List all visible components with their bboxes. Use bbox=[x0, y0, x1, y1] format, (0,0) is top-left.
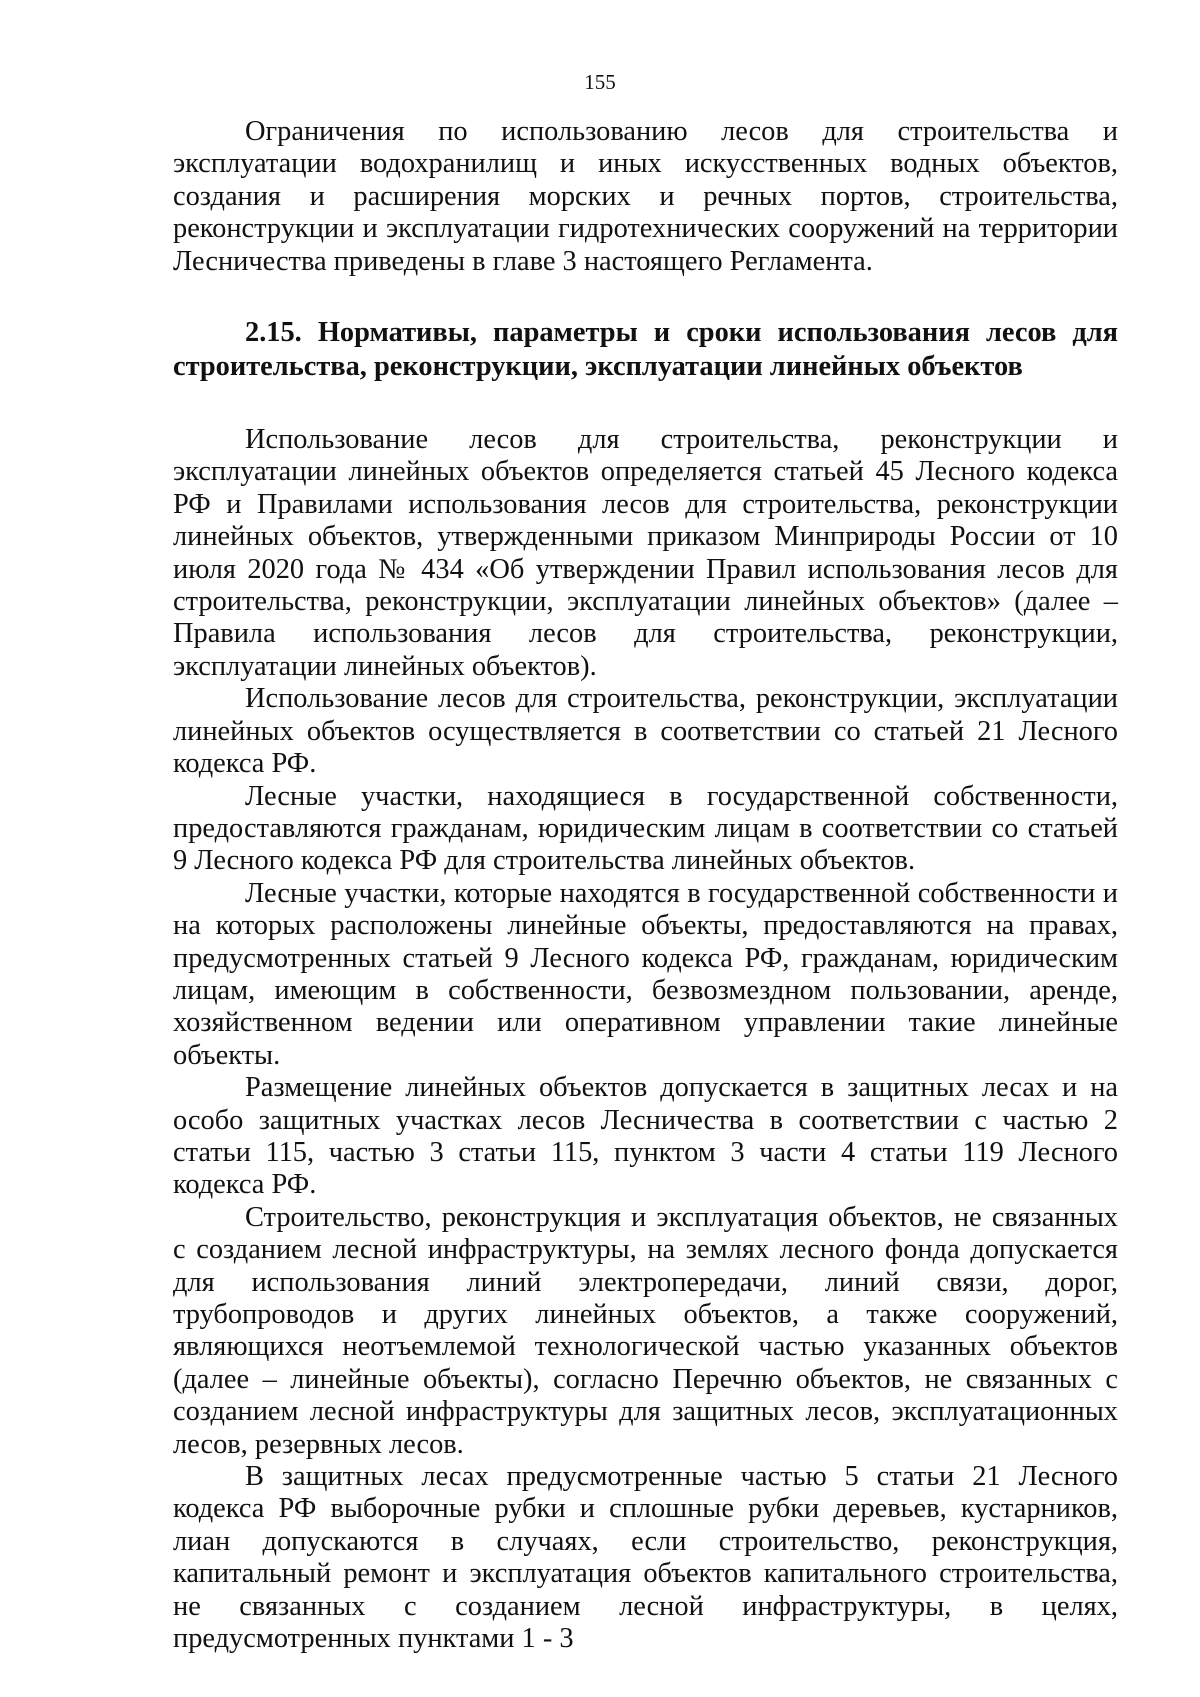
page-number: 155 bbox=[584, 70, 616, 94]
page-content bbox=[173, 116, 1118, 1655]
intro-paragraph: Ограничения по использованию лесов для строительства и эксплуатации водохранилищ и иных искусственных водных объектов, создания и расширения морских и речных портов, строительства, реконструкции и эксплуатации гидротехнических сооружений на территории Лесничества приведены в главе 3 настоящего Регламента. bbox=[173, 116, 1118, 277]
body-paragraph-6: Строительство, реконструкция и эксплуатация объектов, не связанных с созданием лесной инфраструктуры, на землях лесного фонда допускается для использования линий электропередачи, линий связи, дорог, трубопроводов и других линейных объектов, а также сооружений, являющихся неотъемлемой технологической частью указанных объектов (далее – линейные объекты), согласно Перечню объектов, не связанных с созданием лесной инфраструктуры для защитных лесов, эксплуатационных лесов, резервных лесов. bbox=[173, 1201, 1118, 1460]
body-paragraph-1: Использование лесов для строительства, реконструкции и эксплуатации линейных объектов определяется статьей 45 Лесного кодекса РФ и Правилами использования лесов для строительства, реконструкции линейных объектов, утвержденными приказом Минприроды России от 10 июля 2020 года № 434 «Об утверждении Правил использования лесов для строительства, реконструкции, эксплуатации линейных объектов» (далее – Правила использования лесов для строительства, реконструкции, эксплуатации линейных объектов). bbox=[173, 424, 1118, 682]
section-heading: 2.15. Нормативы, параметры и сроки использования лесов для строительства, реконструкции, эксплуатации линейных объектов bbox=[173, 317, 1118, 383]
body-paragraph-5: Размещение линейных объектов допускается в защитных лесах и на особо защитных участках лесов Лесничества в соответствии с частью 2 статьи 115, частью 3 статьи 115, пунктом 3 части 4 статьи 119 Лесного кодекса РФ. bbox=[173, 1072, 1118, 1201]
body-paragraph-2: Использование лесов для строительства, реконструкции, эксплуатации линейных объектов осуществляется в соответствии со статьей 21 Лесного кодекса РФ. bbox=[173, 683, 1118, 780]
body-paragraph-7: В защитных лесах предусмотренные частью 5 статьи 21 Лесного кодекса РФ выборочные рубки и сплошные рубки деревьев, кустарников, лиан допускаются в случаях, если строительство, реконструкция, капитальный ремонт и эксплуатация объектов капитального строительства, не связанных с созданием лесной инфраструктуры, в целях, предусмотренных пунктами 1 - 3 bbox=[173, 1461, 1118, 1655]
body-paragraph-4: Лесные участки, которые находятся в государственной собственности и на которых расположены линейные объекты, предоставляются на правах, предусмотренных статьей 9 Лесного кодекса РФ, гражданам, юридическим лицам, имеющим в собственности, безвозмездном пользовании, аренде, хозяйственном ведении или оперативном управлении такие линейные объекты. bbox=[173, 877, 1118, 1071]
body-paragraph-3: Лесные участки, находящиеся в государственной собственности, предоставляются гражданам, юридическим лицам в соответствии со статьей 9 Лесного кодекса РФ для строительства линейных объектов. bbox=[173, 780, 1118, 877]
